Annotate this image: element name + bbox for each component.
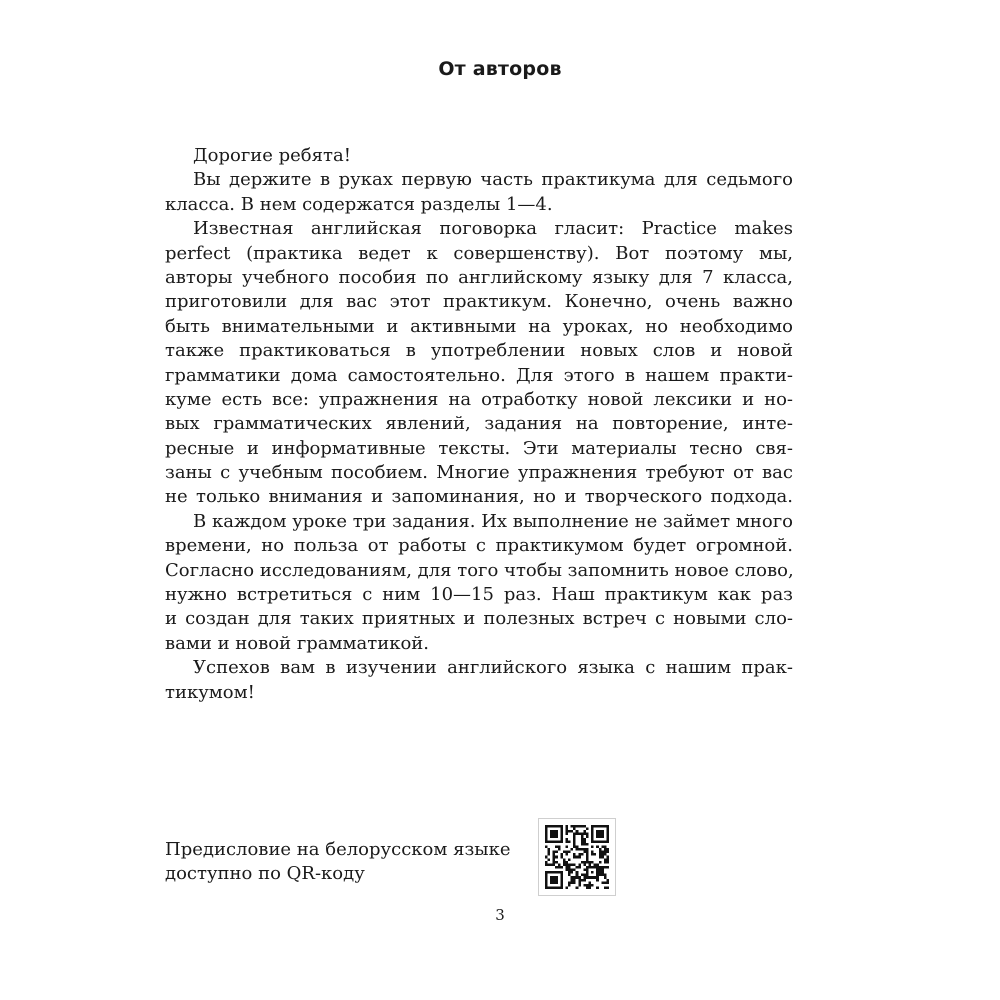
authors-preface-text (165, 144, 793, 705)
text-line: Известная английская поговорка гласит: Practice makes (193, 218, 793, 240)
text-line: и создан для таких приятных и полезных встреч с новыми сло- (165, 608, 793, 630)
text-line: Успехов вам в изучении английского языка с нашим прак- (193, 657, 793, 679)
text-line: Согласно исследованиям, для того чтобы запомнить новое слово, (165, 559, 794, 581)
text-line: вами и новой грамматикой. (165, 632, 430, 654)
preface-note-line-1: Предисловие на белорусском языке (165, 839, 511, 860)
text-line: класса. В нем содержатся разделы 1—4. (165, 193, 553, 215)
text-line: perfect (практика ведет к совершенству). Вот поэтому мы, (165, 242, 793, 264)
page-title: От авторов (438, 58, 562, 80)
text-line: вых грамматических явлений, задания на повторение, инте- (165, 413, 793, 435)
preface-note-line-2: доступно по QR-коду (165, 863, 365, 885)
text-line: тикумом! (165, 681, 255, 703)
text-line: Вы держите в руках первую часть практикума для седьмого (193, 169, 793, 191)
text-line: ресные и информативные тексты. Эти материалы тесно свя- (165, 437, 793, 459)
text-line: быть внимательными и активными на уроках, но необходимо (165, 315, 793, 337)
text-line: грамматики дома самостоятельно. Для этого в нашем практи- (165, 364, 793, 386)
text-line: В каждом уроке три задания. Их выполнение не займет много (193, 510, 793, 532)
belarusian-preface-note (165, 838, 511, 887)
text-line: Дорогие ребята! (193, 145, 351, 166)
text-line: заны с учебным пособием. Многие упражнения требуют от вас (165, 462, 793, 484)
text-line: нужно встретиться с ним 10—15 раз. Наш практикум как раз (165, 584, 793, 606)
text-line: приготовили для вас этот практикум. Конечно, очень важно (165, 291, 793, 313)
page-number: 3 (495, 906, 505, 924)
text-line: не только внимания и запоминания, но и творческого подхода. (165, 486, 793, 508)
text-line: также практиковаться в употреблении новых слов и новой (165, 340, 793, 362)
text-line: времени, но польза от работы с практикумом будет огромной. (165, 535, 793, 557)
qr-code-icon[interactable] (538, 818, 616, 896)
text-line: куме есть все: упражнения на отработку новой лексики и но- (165, 388, 793, 410)
text-line: авторы учебного пособия по английскому языку для 7 класса, (165, 266, 793, 288)
